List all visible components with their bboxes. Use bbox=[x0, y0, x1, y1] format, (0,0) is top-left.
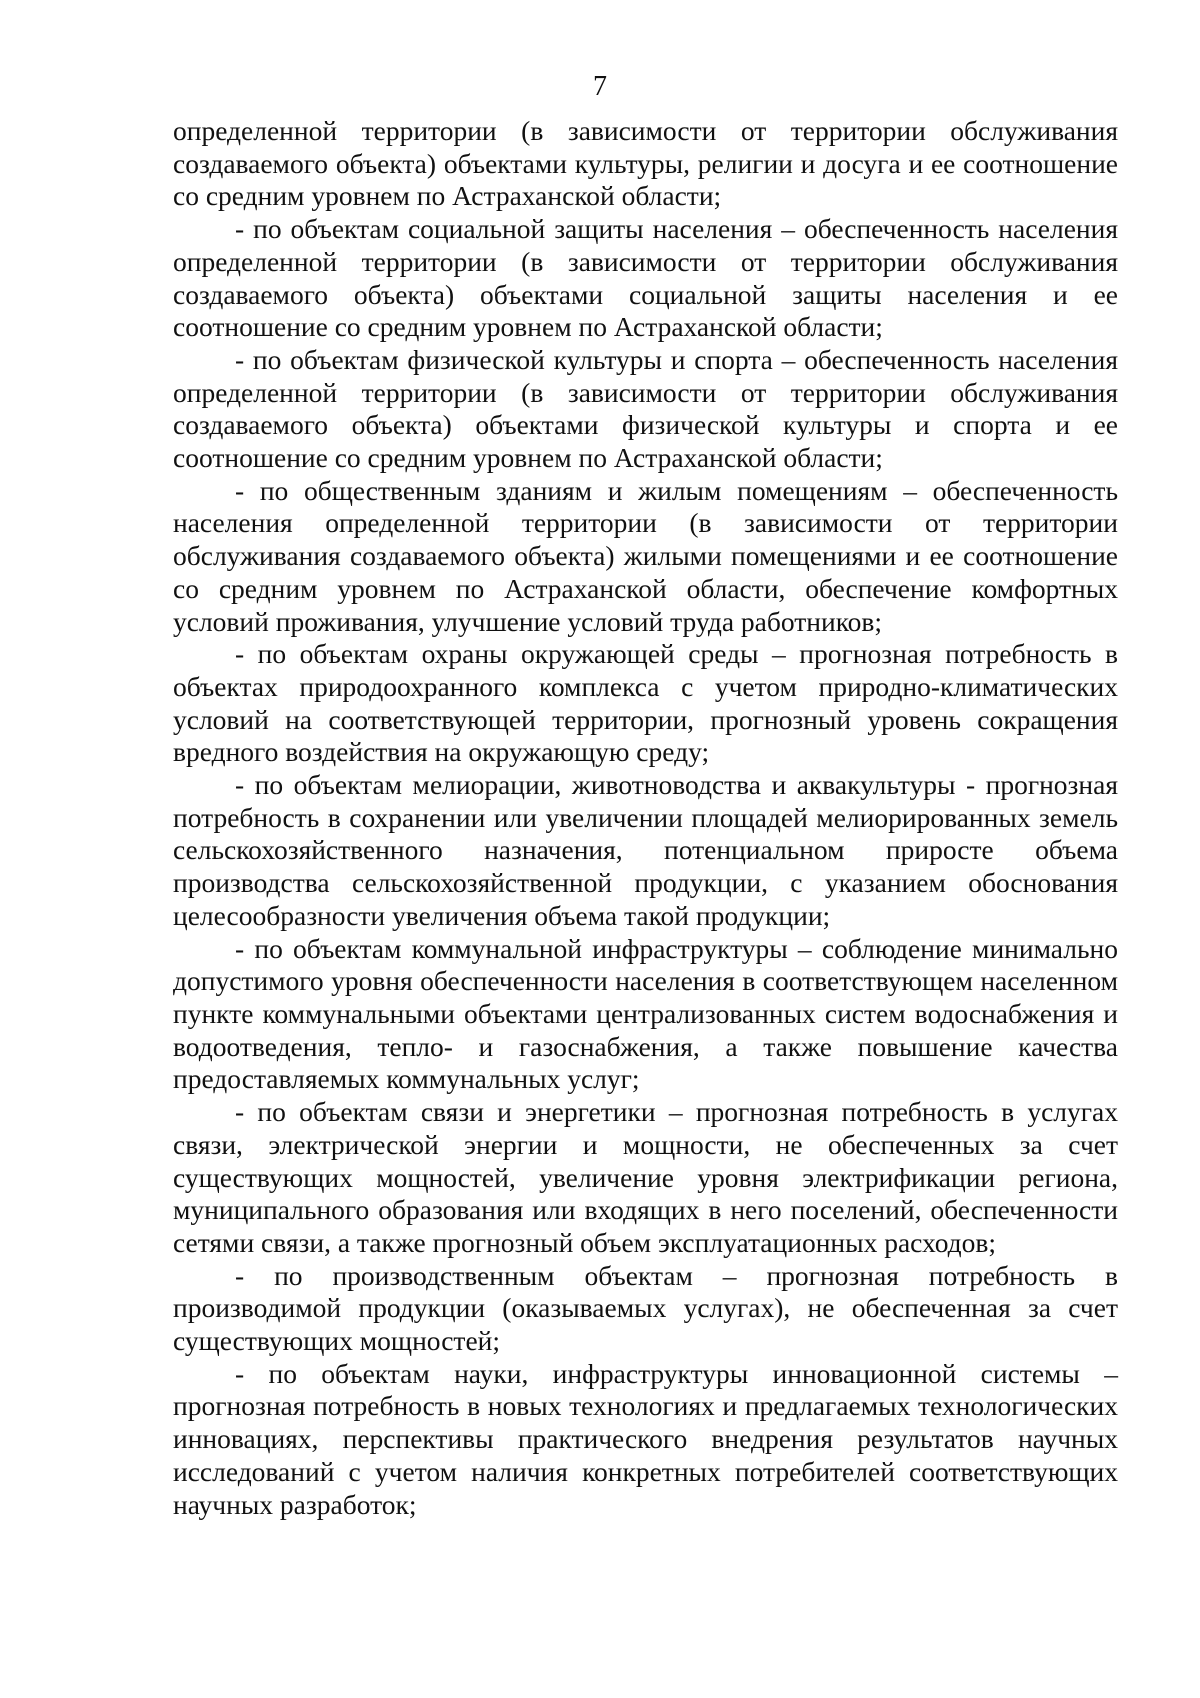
paragraph-melioration: - по объектам мелиорации, животноводства и аквакультуры - прогнозная потребность в сохранении или увеличении площадей мелиорированных земель сельскохозяйственного назначения, потенциальном приросте объема производства сельскохозяйственной продукции, с указанием обоснования целесообразности увеличения объема такой продукции; bbox=[173, 769, 1118, 931]
paragraph-public-buildings: - по общественным зданиям и жилым помещениям – обеспеченность населения определенной территории (в зависимости от территории обслуживания создаваемого объекта) жилыми помещениями и ее соотношение со средним уровнем по Астраханской области, обеспечение комфортных условий проживания, улучшение условий труда работников; bbox=[173, 474, 1118, 637]
document-body bbox=[173, 115, 1118, 1521]
paragraph-continuation: определенной территории (в зависимости от территории обслуживания создаваемого объекта) объектами культуры, религии и досуга и ее соотношение со средним уровнем по Астраханской области; bbox=[173, 115, 1118, 212]
paragraph-environment: - по объектам охраны окружающей среды – прогнозная потребность в объектах природоохранного комплекса с учетом природно-климатических условий на соответствующей территории, прогнозный уровень сокращения вредного воздействия на окружающую среду; bbox=[173, 638, 1118, 768]
paragraph-science: - по объектам науки, инфраструктуры инновационной системы – прогнозная потребность в новых технологиях и предлагаемых технологических инновациях, перспективы практического внедрения результатов научных исследований с учетом наличия конкретных потребителей соответствующих научных разработок; bbox=[173, 1357, 1118, 1520]
paragraph-social-protection: - по объектам социальной защиты населения – обеспеченность населения определенной территории (в зависимости от территории обслуживания создаваемого объекта) объектами социальной защиты населения и ее соотношение со средним уровнем по Астраханской области; bbox=[173, 213, 1118, 343]
paragraph-production: - по производственным объектам – прогнозная потребность в производимой продукции (оказываемых услугах), не обеспеченная за счет существующих мощностей; bbox=[173, 1259, 1118, 1357]
page-number: 7 bbox=[593, 71, 607, 102]
paragraph-communications-energy: - по объектам связи и энергетики – прогнозная потребность в услугах связи, электрической энергии и мощности, не обеспеченных за счет существующих мощностей, увеличение уровня электрификации региона, муниципального образования или входящих в него поселений, обеспеченности сетями связи, а также прогнозный объем эксплуатационных расходов; bbox=[173, 1096, 1118, 1258]
paragraph-utilities: - по объектам коммунальной инфраструктуры – соблюдение минимально допустимого уровня обеспеченности населения в соответствующем населенном пункте коммунальными объектами централизованных систем водоснабжения и водоотведения, тепло- и газоснабжения, а также повышение качества предоставляемых коммунальных услуг; bbox=[173, 932, 1118, 1095]
paragraph-sports: - по объектам физической культуры и спорта – обеспеченность населения определенной территории (в зависимости от территории обслуживания создаваемого объекта) объектами физической культуры и спорта и ее соотношение со средним уровнем по Астраханской области; bbox=[173, 343, 1118, 474]
